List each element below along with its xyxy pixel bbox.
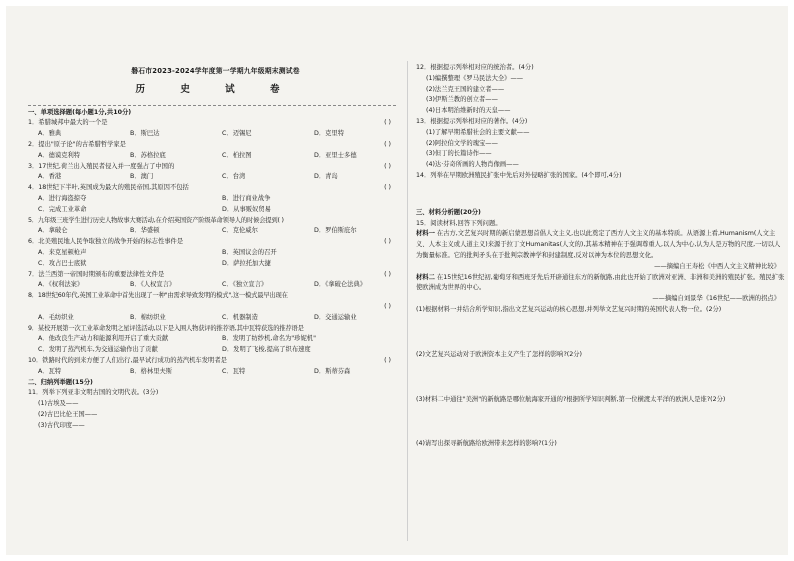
question-6-options-row1 xyxy=(28,248,403,259)
option-c: C．完成工业革命 xyxy=(38,205,87,213)
option-a: A．《权利法案》 xyxy=(38,281,84,289)
option-b: B．格林里夫斯 xyxy=(130,367,173,375)
option-c: C．攻占巴士底狱 xyxy=(38,259,87,267)
question-stem: 1．希腊城邦中最大的一个是 xyxy=(28,119,108,127)
option-a: A．他改良生产动力和能源利用开启了重大贡献 xyxy=(38,335,169,343)
option-c: C．发明了蒸汽机车,为交通运输作出了贡献 xyxy=(38,346,158,354)
material-2-label: 材料二 xyxy=(416,273,435,281)
answer-paren: ( ) xyxy=(384,238,391,246)
answer-paren: ( ) xyxy=(384,140,391,148)
material-1-text: 在古方,文艺复兴时期的新启蒙思想首倡人文主义,也以此奠定了西方人文主义的基本特质。从语源上看,Humanism(人文主义、人本主义或人道主义)来源于拉丁文Humanitas(人文的),其基本精神在于强调尊重人,以人为中心,认为人是万物的尺度,一切以人为衡量标准。它的批判矛头在于批判宗教神学和封建制度,反对以神为本位的思想文化。 xyxy=(416,230,781,259)
option-d: D．克里特 xyxy=(314,130,345,138)
question-stem: 2．提出"原子论"的古希腊哲学家是 xyxy=(28,140,126,148)
material-2-source: ——摘编自刘景华《16世纪——欧洲的拐点》 xyxy=(652,295,780,303)
option-d: D．亚里士多德 xyxy=(314,151,357,159)
question-8-options xyxy=(28,313,403,324)
option-b: B．发明了纺纱机,命名为"珍妮机" xyxy=(222,335,316,343)
option-c: C．《独立宣言》 xyxy=(222,281,268,289)
option-b: B．苏格拉底 xyxy=(130,151,166,159)
question-11-item-1: (1)古埃及—— xyxy=(38,400,79,408)
material-1-label: 材料一 xyxy=(416,230,435,238)
option-c: C．瓦特 xyxy=(222,367,246,375)
sub-question-4: (4)请写出探寻新航路给欧洲带来怎样的影响?(1分) xyxy=(416,440,557,448)
option-a: A．来克星顿枪声 xyxy=(38,248,87,256)
answer-paren: ( ) xyxy=(384,184,391,192)
question-10-options xyxy=(28,367,403,378)
material-2-text: 在15世纪16世纪初,葡萄牙和西班牙先后开辟通往东方的新航路,由此也开始了欧洲对亚洲、非洲和美洲的殖民扩张。殖民扩张使欧洲成为世界的中心。 xyxy=(416,273,785,292)
answer-paren: ( ) xyxy=(384,270,391,278)
question-3 xyxy=(28,162,403,173)
section2-heading: 二、归纳列举题(15分) xyxy=(28,378,93,386)
option-c: C．机器制造 xyxy=(222,313,258,321)
option-d: D．青岛 xyxy=(314,173,338,181)
option-a: A．瓦特 xyxy=(38,367,62,375)
option-b: B．英国议会的召开 xyxy=(222,248,277,256)
question-5-options xyxy=(28,226,403,237)
option-d: D．《拿破仑法典》 xyxy=(314,281,367,289)
answer-paren: ( ) xyxy=(384,119,391,127)
question-15: 15．阅读材料,回答下列问题。 xyxy=(416,219,502,227)
question-stem: 4．18世纪下半叶,英国成为最大的殖民帝国,其原因不包括 xyxy=(28,184,189,192)
question-12-item-4: (4)日本明治维新时的天皇—— xyxy=(426,107,511,115)
answer-paren: ( ) xyxy=(384,302,391,310)
exam-sheet xyxy=(6,6,788,555)
option-d: D．发明了飞梭,提高了织布速度 xyxy=(222,346,311,354)
question-6 xyxy=(28,237,403,248)
option-a: A．进行海盗掠夺 xyxy=(38,194,87,202)
question-stem: 8．18世纪60年代,英国工业革命中首先出现了一种"由需求导致发明的模式",这一模式最早出现在 xyxy=(28,292,288,300)
option-b: B．华盛顿 xyxy=(130,227,160,235)
material-2 xyxy=(416,273,786,295)
question-stem: 5．九年级三班学生进行历史人物故事大赛活动,在介绍英国资产阶级革命领导人的时候会提到( ) xyxy=(28,216,284,224)
question-13-item-4: (4)达·芬奇所画的人物肖像画—— xyxy=(426,161,519,169)
question-6-options-row2 xyxy=(28,259,403,270)
question-11: 11．列举下列亚非文明古国的文明代表。(3分) xyxy=(28,389,159,397)
question-3-options xyxy=(28,172,403,183)
question-stem: 10．铁路时代的到来方便了人们出行,最早试行成功的蒸汽机车发明者是 xyxy=(28,356,227,364)
material-1 xyxy=(416,229,786,261)
option-a: A．德谟克利特 xyxy=(38,151,81,159)
question-7 xyxy=(28,270,403,281)
option-a: A．毛纺织业 xyxy=(38,313,74,321)
option-b: B．澳门 xyxy=(130,173,154,181)
answer-paren: ( ) xyxy=(384,162,391,170)
question-1 xyxy=(28,118,403,129)
option-d: D．交通运输业 xyxy=(314,313,357,321)
option-b: B．《人权宣言》 xyxy=(130,281,176,289)
material-1-source: ——摘编自王寿松《中西人文主义精神比较》 xyxy=(654,262,780,270)
question-stem: 3．17世纪,荷兰出入殖民者侵入并一度强占了中国的 xyxy=(28,162,175,170)
option-d: D．萨拉托加大捷 xyxy=(222,259,271,267)
option-c: C．台湾 xyxy=(222,173,246,181)
question-12-item-3: (3)伊斯兰教的创立者—— xyxy=(426,96,498,104)
option-d: D．斯蒂芬森 xyxy=(314,367,351,375)
exam-title: 磐石市2023-2024学年度第一学期九年级期末测试卷 xyxy=(131,67,300,75)
question-2-options xyxy=(28,151,403,162)
question-9: 9．某校开展第一次工业革命发明之星评选活动,以下是入围人物获评的推荐语,其中瓦特获选的推荐语是 xyxy=(28,324,304,332)
option-d: D．罗伯斯庇尔 xyxy=(314,227,357,235)
question-14: 14．列举在早期欧洲殖民扩张中先后对外侵略扩张的国家。(4个即可,4分) xyxy=(416,171,622,179)
question-2 xyxy=(28,140,403,151)
question-10 xyxy=(28,356,403,367)
question-13: 13．根据提示列举相对应的著作。(4分) xyxy=(416,117,528,125)
sub-question-2: (2)文艺复兴运动对于欧洲资本主义产生了怎样的影响?(2分) xyxy=(416,350,583,358)
option-c: C．迈锡尼 xyxy=(222,130,252,138)
question-11-item-3: (3)古代印度—— xyxy=(38,421,85,429)
column-divider xyxy=(407,61,408,541)
option-b: B．斯巴达 xyxy=(130,130,160,138)
option-a: A．雅典 xyxy=(38,130,62,138)
question-12-item-2: (2)法兰克王国的建立者—— xyxy=(426,85,505,93)
option-c: C．克伦威尔 xyxy=(222,227,258,235)
sub-question-3: (3)材料二中通往"美洲"的新航路是哪位航海家开通的?根据所学知识判断,第一位横渡太平洋的欧洲人是谁?(2分) xyxy=(416,395,726,403)
answer-paren: ( ) xyxy=(384,356,391,364)
option-a: A．香港 xyxy=(38,173,62,181)
question-13-item-1: (1)了解早期希腊社会的主要文献—— xyxy=(426,128,530,136)
question-9-options-row2 xyxy=(28,345,403,356)
option-d: D．从事贩奴贸易 xyxy=(222,205,271,213)
question-12-item-1: (1)编撰整理《罗马民法大全》—— xyxy=(426,74,524,82)
section3-heading: 三、材料分析题(20分) xyxy=(416,208,481,216)
question-4-options-row1 xyxy=(28,194,403,205)
question-1-options xyxy=(28,129,403,140)
question-8-paren-row xyxy=(28,302,403,313)
question-13-item-3: (3)但丁的长篇诗作—— xyxy=(426,150,492,158)
question-stem: 6．北美殖民地人民争取独立的战争开始的标志性事件是 xyxy=(28,238,184,246)
question-11-item-2: (2)古巴比伦王国—— xyxy=(38,410,98,418)
option-b: B．棉纺织业 xyxy=(130,313,166,321)
option-a: A．拿破仑 xyxy=(38,227,68,235)
question-5 xyxy=(28,216,403,227)
question-4 xyxy=(28,183,403,194)
option-b: B．进行商业战争 xyxy=(222,194,271,202)
option-c: C．柏拉图 xyxy=(222,151,252,159)
question-4-options-row2 xyxy=(28,205,403,216)
question-stem: 7．法兰西第一帝国时期颁布的重要法律性文件是 xyxy=(28,270,165,278)
left-column xyxy=(28,66,403,432)
question-8 xyxy=(28,291,403,302)
question-9-options-row1 xyxy=(28,334,403,345)
right-column xyxy=(416,63,786,450)
question-12: 12．根据提示列举相对应的统治者。(4分) xyxy=(416,64,534,71)
question-7-options xyxy=(28,280,403,291)
subject-title: 历 史 试 卷 xyxy=(135,83,296,95)
section1-heading: 一、单项选择题(每小题1分,共10分) xyxy=(28,108,132,116)
question-13-item-2: (2)阿拉伯文学的瑰宝—— xyxy=(426,139,498,147)
sub-question-1: (1)根据材料一并结合所学知识,指出文艺复兴运动的核心思想,并列举文艺复兴时期的英国代表人物一位。(2分) xyxy=(416,305,722,313)
